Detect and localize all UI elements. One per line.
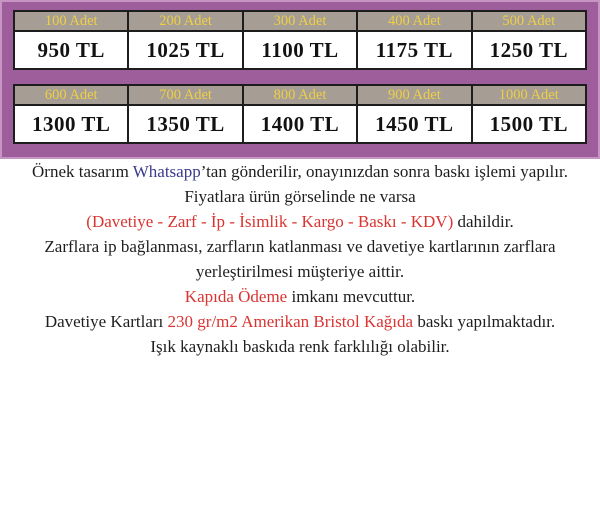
note-customer-responsibility [0,234,600,284]
qty-header-400: 400 Adet [357,11,471,31]
price-value-row [14,105,586,143]
qty-header-900: 900 Adet [357,85,471,105]
qty-header-800: 800 Adet [243,85,357,105]
note-text: Davetiye Kartları [44,312,168,331]
notes-section [0,159,600,359]
note-text: Örnek tasarım [32,162,133,181]
note-text: imkanı mevcuttur. [287,287,416,306]
price-value-row [14,31,586,69]
qty-header-200: 200 Adet [128,11,242,31]
note-paper-info [0,309,600,359]
qty-header-1000: 1000 Adet [472,85,586,105]
price-cell-300: 1100 TL [243,31,357,69]
note-text: Fiyatlara ürün görselinde ne varsa [184,187,416,206]
price-cell-800: 1400 TL [243,105,357,143]
quantity-header-row [14,11,586,31]
quantity-header-row [14,85,586,105]
note-text: ’tan gönderilir, onayınızdan sonra baskı işlemi yapılır. [200,162,568,181]
price-cell-100: 950 TL [14,31,128,69]
note-text: Işık kaynaklı baskıda renk farklılığı olabilir. [150,337,450,356]
qty-header-700: 700 Adet [128,85,242,105]
price-cell-600: 1300 TL [14,105,128,143]
price-cell-1000: 1500 TL [472,105,586,143]
note-cash-on-delivery [0,284,600,309]
price-cell-200: 1025 TL [128,31,242,69]
whatsapp-text: Whatsapp [132,162,201,181]
qty-header-600: 600 Adet [14,85,128,105]
note-sample-design [0,159,600,184]
note-text: dahildir. [453,212,514,231]
note-text: baskı yapılmaktadır. [413,312,556,331]
price-table-row1 [13,10,587,70]
price-banner [0,0,600,159]
qty-header-100: 100 Adet [14,11,128,31]
price-cell-500: 1250 TL [472,31,586,69]
included-items-text: (Davetiye - Zarf - İp - İsimlik - Kargo - Baskı - KDV) [86,212,454,231]
note-text: yerleştirilmesi müşteriye aittir. [195,262,405,281]
qty-header-300: 300 Adet [243,11,357,31]
paper-spec-text: 230 gr/m2 Amerikan Bristol Kağıda [167,312,414,331]
price-cell-900: 1450 TL [357,105,471,143]
note-price-includes [0,184,600,234]
note-text: Zarflara ip bağlanması, zarfların katlanması ve davetiye kartlarının zarflara [44,237,556,256]
cash-on-delivery-text: Kapıda Ödeme [184,287,288,306]
price-table-row2 [13,84,587,144]
price-cell-700: 1350 TL [128,105,242,143]
price-cell-400: 1175 TL [357,31,471,69]
qty-header-500: 500 Adet [472,11,586,31]
